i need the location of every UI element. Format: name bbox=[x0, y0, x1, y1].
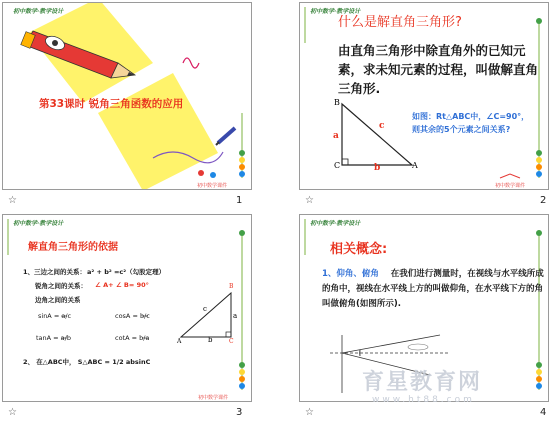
slide-3[interactable] bbox=[2, 214, 252, 402]
svg-text:初中数学课件: 初中数学课件 bbox=[495, 183, 526, 189]
note bbox=[412, 110, 529, 136]
relation-side-angle-label: 边角之间的关系 bbox=[35, 296, 81, 304]
brand-label: 初中数学·教学设计 bbox=[13, 220, 64, 227]
side-label-c: c bbox=[379, 121, 385, 131]
triangle-diagram bbox=[181, 293, 231, 337]
triangle-diagram bbox=[342, 104, 412, 165]
slide-title: 什么是解直角三角形? bbox=[338, 15, 462, 30]
side-label-a: a bbox=[233, 312, 238, 320]
note-line-1: 如图：Rt△ABC中，∠C=90°， bbox=[412, 112, 530, 121]
brand-label: 初中数学·教学设计 bbox=[310, 8, 361, 15]
side-label-b: b bbox=[208, 336, 213, 344]
page-number: 4 bbox=[540, 407, 547, 418]
slide-body bbox=[322, 267, 544, 312]
slide-title: 第33课时 锐角三角函数的应用 bbox=[39, 98, 184, 110]
slide-2[interactable] bbox=[299, 2, 549, 190]
brand-label: 初中数学·教学设计 bbox=[310, 220, 361, 227]
star-icon: ☆ bbox=[8, 195, 17, 206]
star-icon: ☆ bbox=[8, 407, 17, 418]
vertex-label-a: A bbox=[412, 161, 418, 170]
slide-body: 由直角三角形中除直角外的已知元素，求未知元素的过程，叫做解直角三角形. bbox=[338, 43, 539, 96]
watermark-url: www.ht88.com bbox=[372, 395, 475, 405]
vertex-label-b: B bbox=[229, 283, 234, 290]
relation-angles-label: 锐角之间的关系： bbox=[35, 282, 87, 290]
page-number: 1 bbox=[236, 195, 243, 206]
slide-1[interactable] bbox=[2, 2, 252, 190]
page-number: 2 bbox=[540, 195, 547, 206]
watermark: 育星教育网 bbox=[362, 370, 483, 395]
tan-a-formula: tanA = a/b bbox=[36, 334, 71, 342]
side-label-a: a bbox=[333, 131, 339, 141]
note-line-2: 则其余的5个元素之间关系? bbox=[412, 125, 511, 134]
slide-title: 相关概念: bbox=[330, 242, 388, 257]
relation-sides-label: 1、三边之间的关系： bbox=[23, 268, 87, 276]
vertex-label-b: B bbox=[334, 98, 340, 107]
pen-icon bbox=[216, 128, 235, 145]
vertex-label-c: C bbox=[334, 161, 341, 170]
relation-sides-formula: a² + b² =c²（勾股定理） bbox=[87, 268, 166, 276]
side-label-b: b bbox=[374, 163, 381, 173]
vertex-label-c: C bbox=[229, 338, 234, 345]
area-formula: 2、 在△ABC中， S△ABC = 1/2 absinC bbox=[23, 358, 151, 366]
term-definition: 在我们进行测量时，在视线与水平线所成的角中，视线在水平线上方的叫做仰角，在水平线下方的角叫做俯角(如图所示). bbox=[322, 269, 544, 309]
side-decoration bbox=[239, 113, 245, 178]
star-icon: ☆ bbox=[305, 195, 314, 206]
relation-angles-formula: ∠ A+ ∠ B= 90° bbox=[95, 281, 149, 289]
slide-title: 解直角三角形的依据 bbox=[28, 242, 118, 253]
cot-a-formula: cotA = b/a bbox=[115, 334, 150, 342]
svg-text:初中数学课件: 初中数学课件 bbox=[197, 183, 228, 189]
sin-a-formula: sinA = a/c bbox=[38, 312, 72, 320]
vertex-label-a: A bbox=[177, 338, 182, 345]
page-number: 3 bbox=[236, 407, 243, 418]
term-label: 1、仰角、俯角 bbox=[322, 269, 379, 279]
svg-text:初中数学课件: 初中数学课件 bbox=[198, 395, 229, 401]
star-icon: ☆ bbox=[305, 407, 314, 418]
side-decoration bbox=[239, 230, 245, 390]
brand-label: 初中数学·教学设计 bbox=[13, 8, 64, 15]
side-label-c: c bbox=[203, 305, 207, 313]
cos-a-formula: cosA = b/c bbox=[115, 312, 150, 320]
